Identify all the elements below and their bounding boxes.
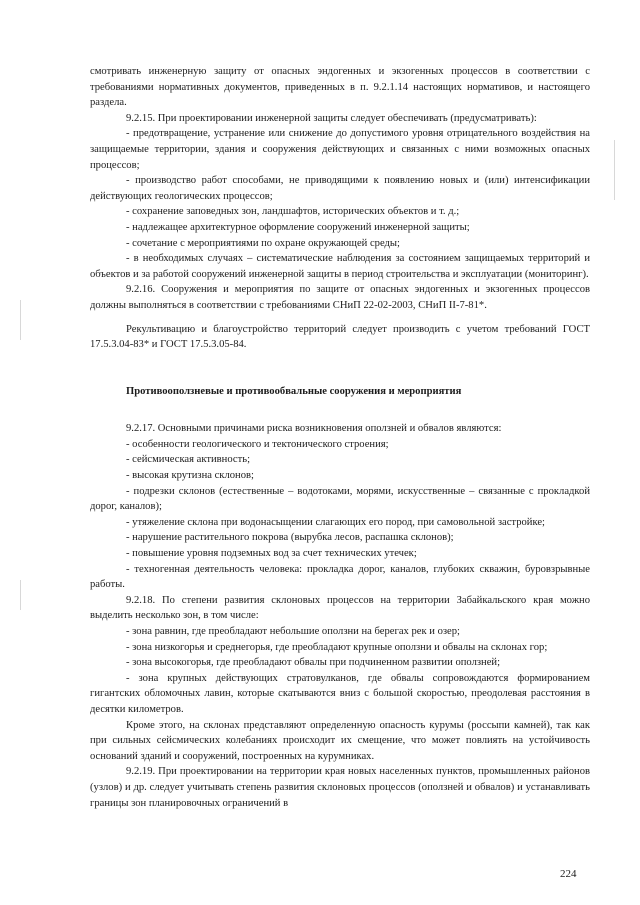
list-item: - зона крупных действующих стратовулканов, где обвалы сопровождаются формированием гигантских обломочных лавин, которые скатываются вниз с большой скоростью, преодолевая расстояния в десятки километров. bbox=[90, 672, 590, 715]
document-body bbox=[90, 64, 590, 811]
list-item: - сочетание с мероприятиями по охране окружающей среды; bbox=[126, 237, 400, 249]
paragraph: 9.2.16. Сооружения и мероприятия по защите от опасных эндогенных и экзогенных процессов должны выполняться в соответствии с требованиями СНиП 22-02-2003, СНиП II-7-81*. bbox=[90, 284, 590, 311]
paragraph: 9.2.18. По степени развития склоновых процессов на территории Забайкальского края можно выделить несколько зон, в том числе: bbox=[90, 594, 590, 622]
paragraph: Рекультивацию и благоустройство территорий следует производить с учетом требований ГОСТ 17.5.3.04-83* и ГОСТ 17.5.3.05-84. bbox=[90, 323, 590, 351]
list-item: - зона высокогорья, где преобладают обвалы при подчиненном развитии оползней; bbox=[126, 657, 501, 669]
list-item: - предотвращение, устранение или снижение до допустимого уровня отрицательного воздействия на защищаемые территории, здания и сооружения действующих и связанных с ними возможных опасных процессов; bbox=[90, 128, 590, 171]
list-item: - в необходимых случаях – систематические наблюдения за состоянием защищаемых территорий и объектов и за работой сооружений инженерной защиты в период строительства и эксплуатации (мониторинг). bbox=[90, 253, 590, 280]
paragraph: 9.2.19. При проектировании на территории края новых населенных пунктов, промышленных районов (узлов) и др. следует учитывать степень развития склоновых процессов (оползней и обвалов) и устанавливать границы зон планировочных ограничений в bbox=[90, 766, 590, 809]
list-item: - высокая крутизна склонов; bbox=[126, 470, 254, 482]
spacer bbox=[90, 314, 590, 322]
scan-margin-line bbox=[614, 140, 615, 200]
paragraph: смотривать инженерную защиту от опасных эндогенных и экзогенных процессов в соответствии с требованиями нормативных документов, приведенных в п. 9.2.1.14 настоящих нормативов, и настоящего раздела. bbox=[90, 66, 590, 109]
list-item: - нарушение растительного покрова (вырубка лесов, распашка склонов); bbox=[126, 532, 454, 544]
list-item: - производство работ способами, не приводящими к появлению новых и (или) интенсификации действующих геологических процессов; bbox=[90, 175, 590, 202]
list-item: - особенности геологического и тектонического строения; bbox=[126, 438, 389, 450]
scan-margin-line bbox=[20, 580, 21, 610]
list-item: - повышение уровня подземных вод за счет технических утечек; bbox=[126, 548, 417, 560]
list-item: - утяжеление склона при водонасыщении слагающих его пород, при самовольной застройке; bbox=[126, 516, 545, 528]
list-item: - надлежащее архитектурное оформление сооружений инженерной защиты; bbox=[126, 221, 470, 233]
list-item: - зона низкогорья и среднегорья, где преобладают крупные оползни и обвалы на склонах гор; bbox=[126, 641, 548, 653]
paragraph: Кроме этого, на склонах представляют определенную опасность курумы (россыпи камней), так как при сильных сейсмических колебаниях происходит их смещение, что может повлиять на устойчивость оснований зданий и сооружений, построенных на курумниках. bbox=[90, 719, 590, 762]
list-item: - подрезки склонов (естественные – водотоками, морями, искусственные – связанные с прокладкой дорог, каналов); bbox=[90, 485, 590, 513]
page-number: 224 bbox=[560, 868, 577, 880]
list-item: - зона равнин, где преобладают небольшие оползни на берегах рек и озер; bbox=[126, 626, 460, 637]
list-item: - сейсмическая активность; bbox=[126, 454, 251, 466]
paragraph: 9.2.15. При проектировании инженерной защиты следует обеспечивать (предусматривать): bbox=[126, 112, 537, 124]
scan-margin-line bbox=[20, 300, 21, 340]
list-item: - техногенная деятельность человека: прокладка дорог, каналов, глубоких скважин, буровзрывные работы. bbox=[90, 563, 590, 591]
paragraph: 9.2.17. Основными причинами риска возникновения оползней и обвалов являются: bbox=[126, 423, 502, 435]
list-item: - сохранение заповедных зон, ландшафтов, исторических объектов и т. д.; bbox=[126, 206, 460, 218]
section-heading: Противооползневые и противообвальные сооружения и мероприятия bbox=[126, 385, 462, 397]
